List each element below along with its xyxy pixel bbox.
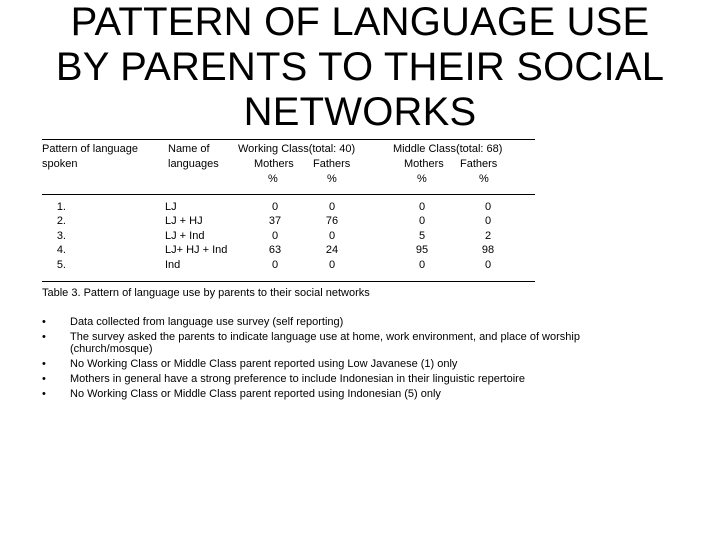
row-number: 1. bbox=[56, 201, 66, 213]
row-mc-fathers: 98 bbox=[481, 244, 495, 256]
row-wc-mothers: 63 bbox=[268, 244, 282, 256]
row-language-name: LJ+ HJ + Ind bbox=[165, 244, 228, 256]
row-wc-fathers: 0 bbox=[328, 259, 336, 271]
row-mc-mothers: 0 bbox=[418, 201, 426, 213]
list-item bbox=[42, 316, 642, 328]
row-wc-mothers: 0 bbox=[271, 201, 279, 213]
header-wc-mothers-pct: % bbox=[268, 173, 278, 185]
row-mc-mothers: 0 bbox=[418, 259, 426, 271]
table-caption: Table 3. Pattern of language use by parents to their social networks bbox=[42, 287, 370, 299]
row-wc-mothers: 0 bbox=[271, 259, 279, 271]
header-name-line1: Name of bbox=[168, 143, 210, 155]
row-mc-mothers: 5 bbox=[418, 230, 426, 242]
row-mc-mothers: 95 bbox=[415, 244, 429, 256]
header-mc-mothers-pct: % bbox=[417, 173, 427, 185]
list-item bbox=[42, 388, 642, 400]
row-mc-fathers: 0 bbox=[484, 215, 492, 227]
row-mc-mothers: 0 bbox=[418, 215, 426, 227]
row-mc-fathers: 0 bbox=[484, 259, 492, 271]
row-number: 2. bbox=[56, 215, 66, 227]
list-item bbox=[42, 331, 642, 355]
notes-list bbox=[42, 316, 642, 403]
bullet-icon: • bbox=[42, 358, 46, 370]
note-text: Data collected from language use survey (self reporting) bbox=[70, 316, 344, 328]
header-wc-mothers: Mothers bbox=[254, 158, 294, 170]
row-wc-fathers: 0 bbox=[328, 230, 336, 242]
table-header-rule bbox=[42, 194, 535, 195]
header-wc-fathers-pct: % bbox=[327, 173, 337, 185]
row-number: 3. bbox=[56, 230, 66, 242]
header-pattern-line2: spoken bbox=[42, 158, 78, 170]
title-line-3: NETWORKS bbox=[243, 90, 477, 134]
row-wc-fathers: 0 bbox=[328, 201, 336, 213]
row-language-name: LJ + HJ bbox=[165, 215, 203, 227]
row-wc-fathers: 24 bbox=[325, 244, 339, 256]
note-text: No Working Class or Middle Class parent reported using Low Javanese (1) only bbox=[70, 358, 458, 370]
row-number: 4. bbox=[56, 244, 66, 256]
header-name-line2: languages bbox=[168, 158, 219, 170]
list-item bbox=[42, 358, 642, 370]
header-working-class: Working Class(total: 40) bbox=[238, 143, 356, 155]
row-wc-fathers: 76 bbox=[325, 215, 339, 227]
title-line-1: PATTERN OF LANGUAGE USE bbox=[70, 0, 650, 44]
table-top-rule bbox=[42, 139, 535, 140]
note-text: The survey asked the parents to indicate language use at home, work environment, and place of worship (church/mosque) bbox=[70, 331, 580, 355]
row-language-name: LJ bbox=[165, 201, 177, 213]
header-pattern-line1: Pattern of language bbox=[42, 143, 139, 155]
row-language-name: LJ + Ind bbox=[165, 230, 205, 242]
bullet-icon: • bbox=[42, 388, 46, 400]
header-middle-class: Middle Class(total: 68) bbox=[393, 143, 503, 155]
header-wc-fathers: Fathers bbox=[313, 158, 351, 170]
row-number: 5. bbox=[56, 259, 66, 271]
row-mc-fathers: 0 bbox=[484, 201, 492, 213]
row-wc-mothers: 0 bbox=[271, 230, 279, 242]
header-mc-mothers: Mothers bbox=[404, 158, 444, 170]
bullet-icon: • bbox=[42, 331, 46, 343]
row-wc-mothers: 37 bbox=[268, 215, 282, 227]
bullet-icon: • bbox=[42, 373, 46, 385]
row-mc-fathers: 2 bbox=[484, 230, 492, 242]
note-text: Mothers in general have a strong preference to include Indonesian in their linguistic repertoire bbox=[70, 373, 525, 385]
bullet-icon: • bbox=[42, 316, 46, 328]
page-title bbox=[0, 0, 720, 135]
list-item bbox=[42, 373, 642, 385]
note-text: No Working Class or Middle Class parent reported using Indonesian (5) only bbox=[70, 388, 441, 400]
header-mc-fathers-pct: % bbox=[479, 173, 489, 185]
table-bottom-rule bbox=[42, 281, 535, 282]
row-language-name: Ind bbox=[165, 259, 181, 271]
title-line-2: BY PARENTS TO THEIR SOCIAL bbox=[55, 45, 665, 89]
header-mc-fathers: Fathers bbox=[460, 158, 498, 170]
